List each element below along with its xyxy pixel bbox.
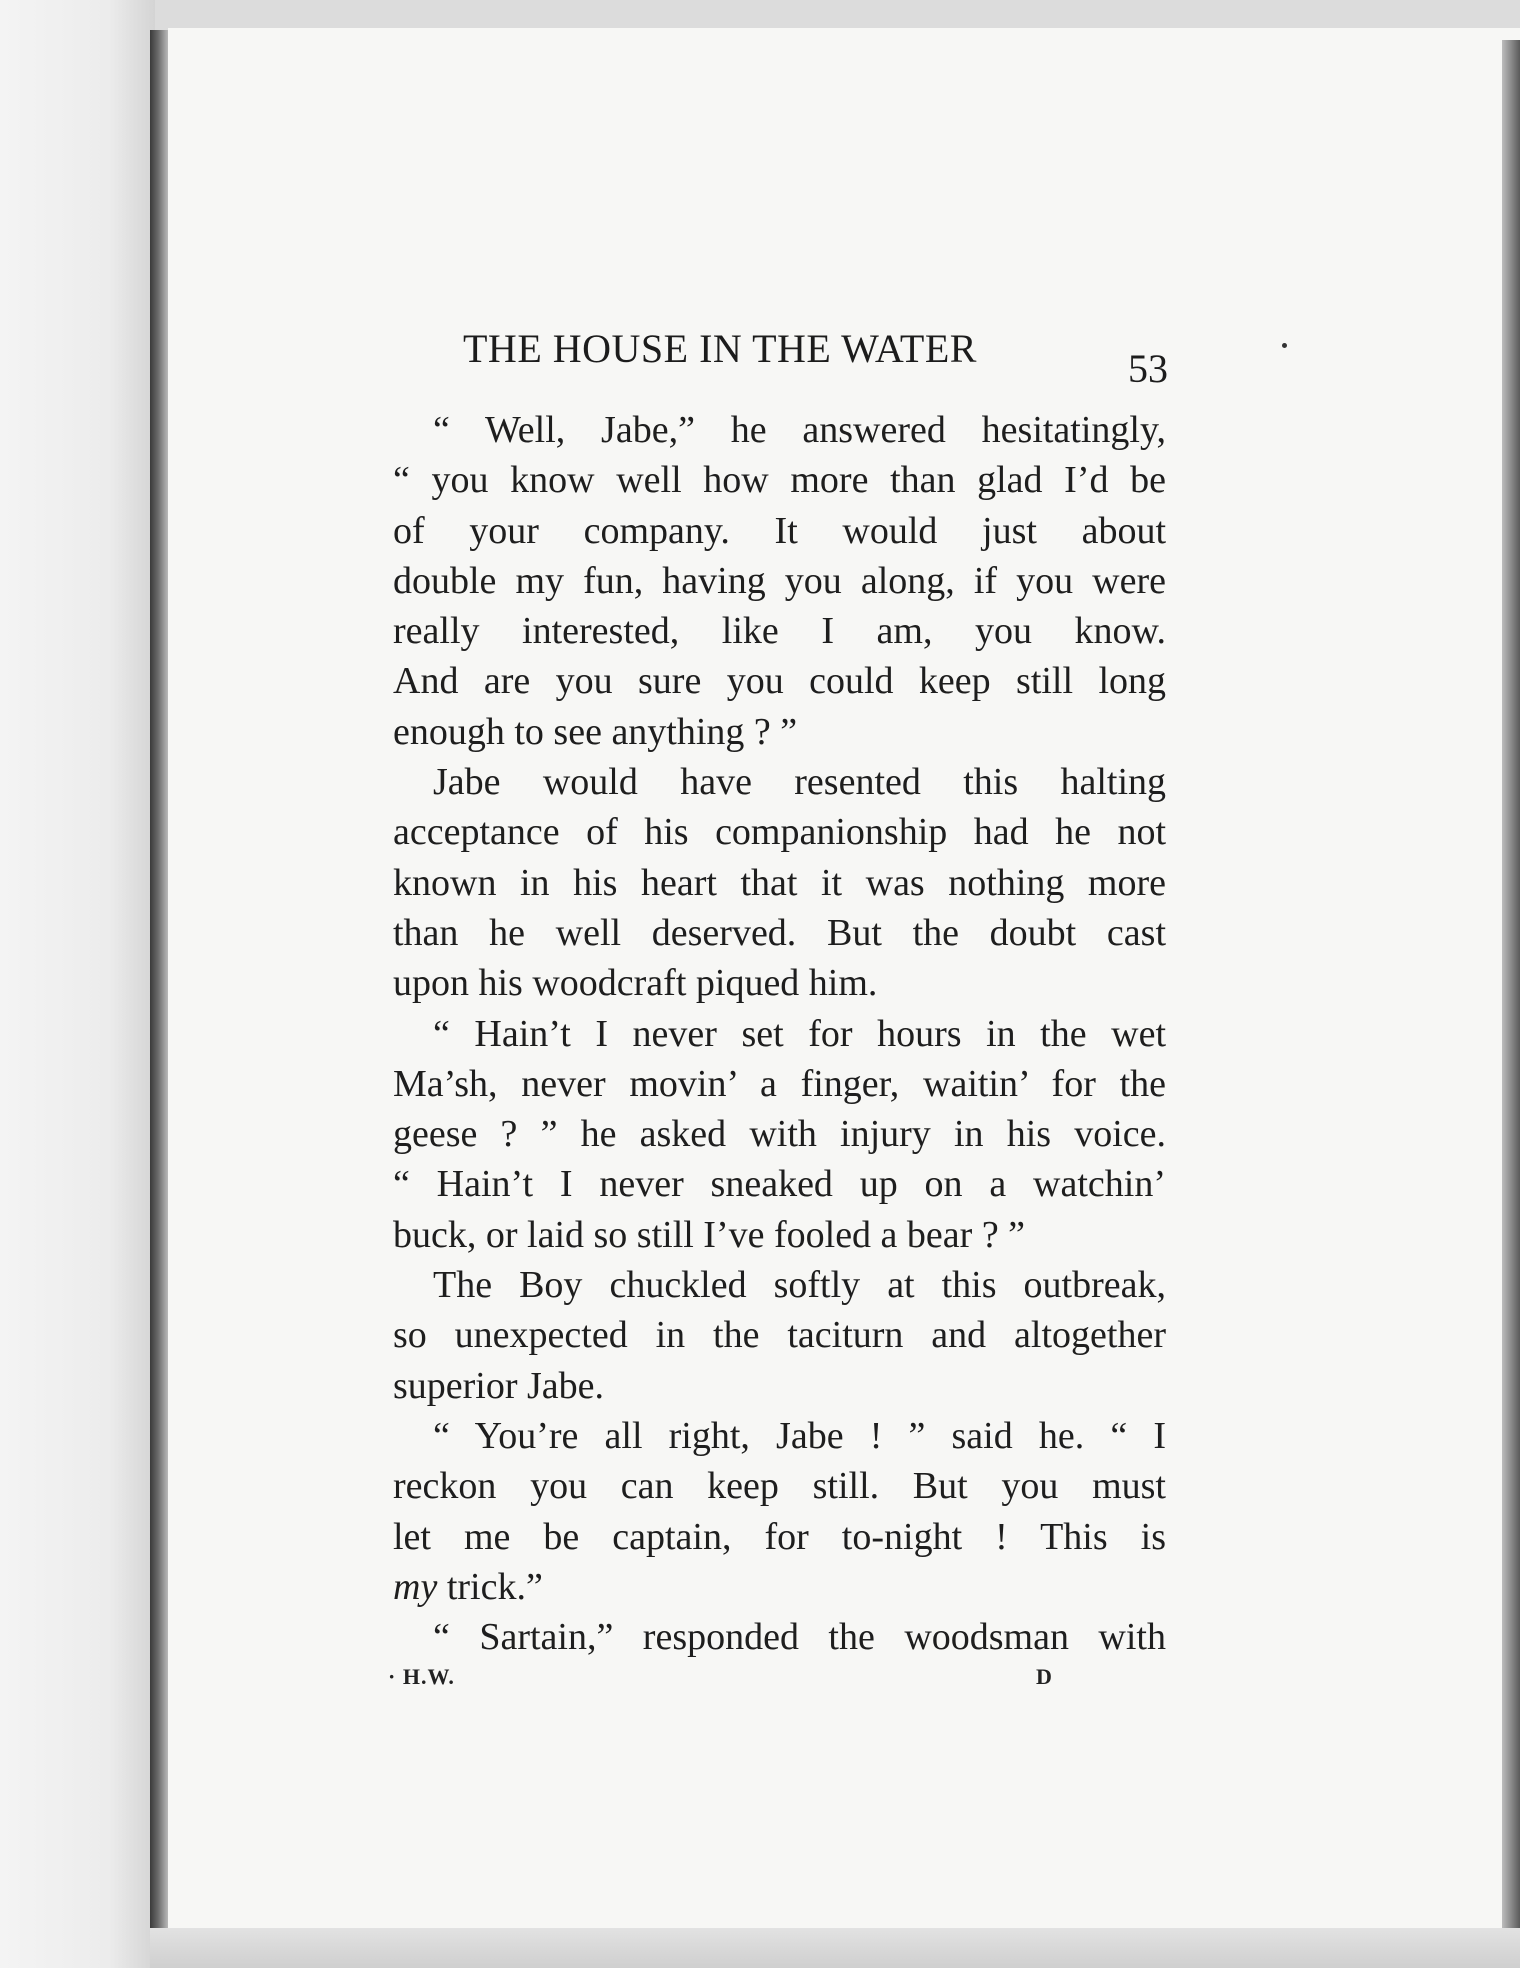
gathering-mark: D	[1036, 1664, 1052, 1689]
text-line: known in his heart that it was nothing more	[393, 861, 1166, 904]
facing-page-edge	[0, 0, 155, 1968]
text-line: than he well deserved. But the doubt cast	[393, 911, 1166, 954]
text-line	[393, 1562, 1166, 1612]
text-line: “ Hain’t I never sneaked up on a watchin’	[393, 1163, 1166, 1206]
text-line: “ You’re all right, Jabe ! ” said he. “ I	[433, 1414, 1166, 1457]
text-line: geese ? ” he asked with injury in his voice.	[393, 1113, 1166, 1156]
signature-mark: · H.W.	[388, 1664, 455, 1689]
text-line: “ Well, Jabe,” he answered hesitatingly,	[433, 409, 1166, 451]
text-line: of your company. It would just about	[393, 509, 1166, 552]
text-line: And are you sure you could keep still long	[393, 660, 1166, 703]
page-bottom-edge	[150, 1928, 1520, 1968]
body-text	[393, 405, 1166, 1662]
line-text: trick.”	[437, 1565, 543, 1608]
text-line: “ Sartain,” responded the woodsman with	[433, 1616, 1166, 1659]
page-right-edge	[1502, 40, 1520, 1930]
text-line: reckon you can keep still. But you must	[393, 1465, 1166, 1508]
ink-speck	[1282, 343, 1287, 348]
text-line: superior Jabe.	[393, 1364, 605, 1407]
text-line: really interested, like I am, you know.	[393, 610, 1166, 653]
text-line: The Boy chuckled softly at this outbreak,	[433, 1264, 1166, 1307]
text-line: acceptance of his companionship had he not	[393, 811, 1166, 854]
italic-word: my	[393, 1565, 438, 1608]
text-line: Jabe would have resented this halting	[433, 761, 1166, 804]
text-line: buck, or laid so still I’ve fooled a bear ? ”	[393, 1213, 1026, 1256]
text-line: enough to see anything ? ”	[393, 710, 798, 753]
page-number: 53	[1128, 346, 1168, 391]
text-line: “ Hain’t I never set for hours in the wet	[433, 1012, 1166, 1055]
text-line: upon his woodcraft piqued him.	[393, 962, 878, 1005]
text-line: Ma’sh, never movin’ a finger, waitin’ for the	[393, 1062, 1166, 1105]
text-line: let me be captain, for to-night ! This is	[393, 1515, 1166, 1558]
text-line: so unexpected in the taciturn and altogether	[393, 1314, 1166, 1357]
text-line: double my fun, having you along, if you were	[393, 559, 1166, 602]
book-gutter	[150, 30, 170, 1930]
text-line: “ you know well how more than glad I’d be	[393, 459, 1166, 502]
signature-text: H.W.	[402, 1664, 455, 1689]
running-header: THE HOUSE IN THE WATER	[463, 326, 977, 371]
